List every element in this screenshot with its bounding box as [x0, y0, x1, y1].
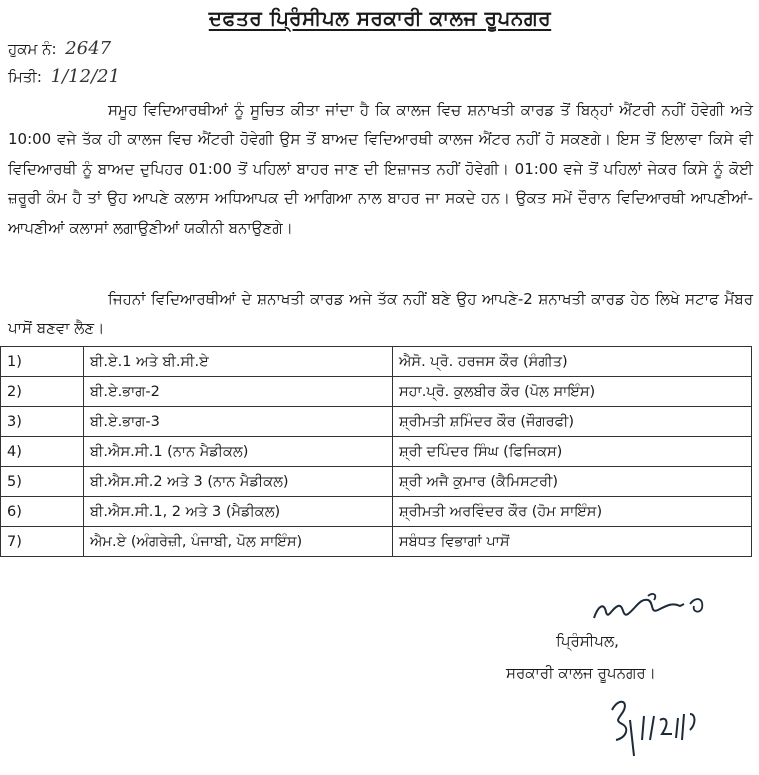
staff-member-cell: ਐਸੋ. ਪ੍ਰੋ. ਹਰਜਸ ਕੌਰ (ਸੰਗੀਤ): [393, 347, 752, 377]
row-number-cell: 1): [1, 347, 84, 377]
staff-table-row: [1, 527, 752, 557]
row-number-cell: 3): [1, 407, 84, 437]
class-cell: ਬੀ.ਏ.ਭਾਗ-3: [84, 407, 393, 437]
staff-table-row: [1, 497, 752, 527]
staff-member-cell: ਸ਼੍ਰੀ ਦਪਿੰਦਰ ਸਿੰਘ (ਫਿਜਿਕਸ): [393, 437, 752, 467]
date-label: ਮਿਤੀ:: [8, 68, 42, 86]
row-number-cell: 7): [1, 527, 84, 557]
order-number: 2647: [65, 38, 112, 59]
class-cell: ਬੀ.ਐਸ.ਸੀ.2 ਅਤੇ 3 (ਨਾਨ ਮੈਡੀਕਲ): [84, 467, 393, 497]
staff-table-row: [1, 407, 752, 437]
order-number-line: [8, 38, 111, 59]
row-number-cell: 2): [1, 377, 84, 407]
signature-role: ਪ੍ਰਿੰਸੀਪਲ,: [556, 632, 619, 650]
row-number-cell: 5): [1, 467, 84, 497]
date-value: 1/12/21: [50, 66, 121, 87]
staff-member-cell: ਸ਼੍ਰੀਮਤੀ ਸ਼ਮਿੰਦਰ ਕੌਰ (ਜੌਗਰਫੀ): [393, 407, 752, 437]
staff-table-row: [1, 377, 752, 407]
row-number-cell: 6): [1, 497, 84, 527]
staff-table-row: [1, 347, 752, 377]
staff-table-row: [1, 437, 752, 467]
staff-member-cell: ਸਹਾ.ਪ੍ਰੋ. ਕੁਲਬੀਰ ਕੌਰ (ਪੋਲ ਸਾਇੰਸ): [393, 377, 752, 407]
notice-paragraph-1: ਸਮੂਹ ਵਿਦਿਆਰਥੀਆਂ ਨੂੰ ਸੂਚਿਤ ਕੀਤਾ ਜਾਂਦਾ ਹੈ ਕਿ ਕਾਲਜ ਵਿਚ ਸ਼ਨਾਖਤੀ ਕਾਰਡ ਤੋਂ ਬਿਨ੍ਹਾਂ ਐਂਟਰੀ ਨਹੀਂ ਹੋਵੇਗੀ ਅਤੇ 10:00 ਵਜੇ ਤੱਕ ਹੀ ਕਾਲਜ ਵਿਚ ਐਂਟਰੀ ਹੋਵੇਗੀ ਉਸ ਤੋਂ ਬਾਅਦ ਵਿਦਿਆਰਥੀ ਕਾਲਜ ਐਂਟਰ ਨਹੀਂ ਹੋ ਸਕਣਗੇ। ਇਸ ਤੋਂ ਇਲਾਵਾ ਕਿਸੇ ਵੀ ਵਿਦਿਆਰਥੀ ਨੂੰ ਬਾਅਦ ਦੁਪਿਹਰ 01:00 ਤੋਂ ਪਹਿਲਾਂ ਬਾਹਰ ਜਾਣ ਦੀ ਇਜ਼ਾਜਤ ਨਹੀਂ ਹੋਵੇਗੀ। 01:00 ਵਜੇ ਤੋਂ ਪਹਿਲਾਂ ਜੇਕਰ ਕਿਸੇ ਨੂੰ ਕੋਈ ਜ਼ਰੂਰੀ ਕੰਮ ਹੈ ਤਾਂ ਉਹ ਆਪਣੇ ਕਲਾਸ ਅਧਿਆਪਕ ਦੀ ਆਗਿਆ ਨਾਲ ਬਾਹਰ ਜਾ ਸਕਦੇ ਹਨ। ਉਕਤ ਸਮੇਂ ਦੌਰਾਨ ਵਿਦਿਆਰਥੀ ਆਪਣੀਆਂ-ਆਪਣੀਆਂ ਕਲਾਸਾਂ ਲਗਾਉਣੀਆਂ ਯਕੀਨੀ ਬਨਾਉਣਗੇ।: [8, 101, 753, 237]
staff-member-cell: ਸ਼੍ਰੀ ਅਜੈ ਕੁਮਾਰ (ਕੈਮਿਸਟਰੀ): [393, 467, 752, 497]
class-cell: ਬੀ.ਏ.1 ਅਤੇ ਬੀ.ਸੀ.ਏ: [84, 347, 393, 377]
signature-date-handwritten: [604, 690, 714, 760]
class-cell: ਐਮ.ਏ (ਅੰਗਰੇਜ਼ੀ, ਪੰਜਾਬੀ, ਪੋਲ ਸਾਇੰਸ): [84, 527, 393, 557]
notice-paragraph-2: ਜਿਹਨਾਂ ਵਿਦਿਆਰਥੀਆਂ ਦੇ ਸ਼ਨਾਖਤੀ ਕਾਰਡ ਅਜੇ ਤੱਕ ਨਹੀਂ ਬਣੇ ਉਹ ਆਪਣੇ-2 ਸ਼ਨਾਖਤੀ ਕਾਰਡ ਹੇਠ ਲਿਖੇ ਸਟਾਫ ਮੈਂਬਰ ਪਾਸੋਂ ਬਣਵਾ ਲੈਣ।: [8, 290, 753, 338]
class-cell: ਬੀ.ਏ.ਭਾਗ-2: [84, 377, 393, 407]
office-title: ਦਫਤਰ ਪ੍ਰਿੰਸੀਪਲ ਸਰਕਾਰੀ ਕਾਲਜ ਰੂਪਨਗਰ: [208, 6, 552, 30]
signature-institution: ਸਰਕਾਰੀ ਕਾਲਜ ਰੂਪਨਗਰ।: [506, 664, 656, 682]
staff-member-cell: ਸਬੰਧਤ ਵਿਭਾਗਾਂ ਪਾਸੋਂ: [393, 527, 752, 557]
date-line: [8, 66, 120, 87]
order-label: ਹੁਕਮ ਨੰ:: [8, 40, 57, 58]
principal-signature: [588, 588, 718, 628]
class-cell: ਬੀ.ਐਸ.ਸੀ.1, 2 ਅਤੇ 3 (ਮੈਡੀਕਲ): [84, 497, 393, 527]
staff-table-row: [1, 467, 752, 497]
staff-member-cell: ਸ਼੍ਰੀਮਤੀ ਅਰਵਿੰਦਰ ਕੌਰ (ਹੋਮ ਸਾਇੰਸ): [393, 497, 752, 527]
class-cell: ਬੀ.ਐਸ.ਸੀ.1 (ਨਾਨ ਮੈਡੀਕਲ): [84, 437, 393, 467]
row-number-cell: 4): [1, 437, 84, 467]
staff-table: [0, 346, 752, 557]
